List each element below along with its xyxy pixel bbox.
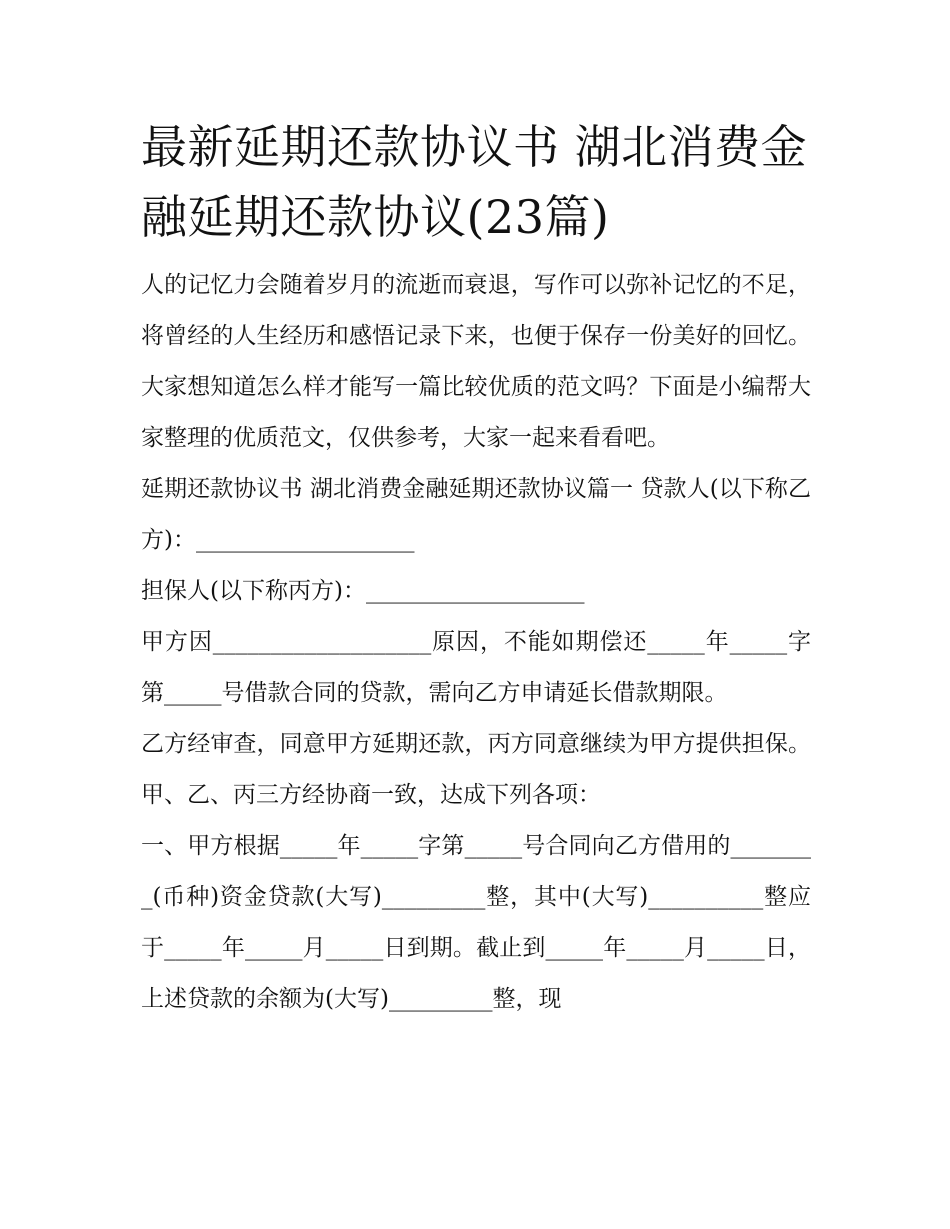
approval-paragraph: 乙方经审查，同意甲方延期还款，丙方同意继续为甲方提供担保。甲、乙、丙三方经协商一致，达成下列各项： <box>141 731 811 808</box>
guarantor-paragraph: 担保人(以下称丙方)：___________________ <box>141 578 585 604</box>
intro-paragraph: 人的记忆力会随着岁月的流逝而衰退，写作可以弥补记忆的不足，将曾经的人生经历和感悟记录下来，也便于保存一份美好的回忆。大家想知道怎么样才能写一篇比较优质的范文吗？下面是小编帮大家整理的优质范文，仅供参考，大家一起来看看吧。 <box>141 272 811 451</box>
document-page <box>141 112 811 1025</box>
clause-one-paragraph: 一、甲方根据_____年_____字第_____号合同向乙方借用的________(币种)资金贷款(大写)_________整，其中(大写)__________整应于_____年_____月_____日到期。截止到_____年_____月_____日，上述贷款的余额为(大写)_________整，现 <box>141 833 812 1012</box>
reason-paragraph: 甲方因___________________原因，不能如期偿还_____年_____字第_____号借款合同的贷款，需向乙方申请延长借款期限。 <box>141 629 811 706</box>
agreement-heading-paragraph: 延期还款协议书 湖北消费金融延期还款协议篇一 贷款人(以下称乙方)：___________________ <box>141 476 811 553</box>
document-title: 最新延期还款协议书 湖北消费金融延期还款协议(23篇) <box>141 120 808 244</box>
